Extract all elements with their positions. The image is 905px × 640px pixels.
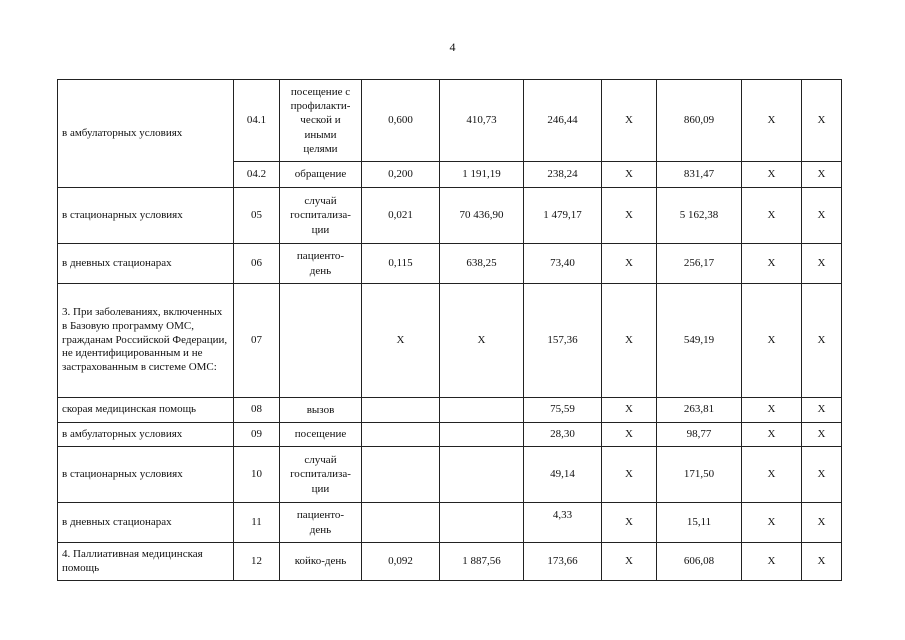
unit-line: ческой и — [300, 114, 341, 127]
table-row — [58, 503, 842, 543]
row-x3: X — [802, 188, 842, 244]
row-x2: X — [742, 398, 802, 423]
row-x1: X — [602, 423, 657, 447]
unit-line: профилакти- — [290, 100, 351, 113]
row-per-capita: 246,44 — [524, 80, 602, 162]
row-norm — [362, 398, 440, 423]
unit-line: день — [309, 523, 332, 536]
row-code: 08 — [234, 398, 280, 423]
row-x2: X — [742, 284, 802, 398]
row-unit — [280, 398, 362, 423]
row-name: 4. Паллиативная медицинская помощь — [58, 543, 234, 581]
row-name: в дневных стационарах — [58, 244, 234, 284]
unit-line: иными — [304, 128, 337, 141]
row-code: 07 — [234, 284, 280, 398]
page-number: 4 — [449, 40, 456, 54]
row-code: 04.2 — [234, 162, 280, 188]
row-x1: X — [602, 503, 657, 543]
row-code: 06 — [234, 244, 280, 284]
row-cost — [440, 503, 524, 543]
row-cost: 1 887,56 — [440, 543, 524, 581]
unit-line: целями — [303, 142, 338, 155]
unit-line: госпитализа- — [290, 468, 351, 481]
row-code: 11 — [234, 503, 280, 543]
row-per-capita: 1 479,17 — [524, 188, 602, 244]
row-x3: X — [802, 447, 842, 503]
row-cost: 638,25 — [440, 244, 524, 284]
row-x3: X — [802, 423, 842, 447]
row-total: 606,08 — [657, 543, 742, 581]
row-code: 05 — [234, 188, 280, 244]
row-x3: X — [802, 244, 842, 284]
row-unit — [280, 188, 362, 244]
row-unit — [280, 447, 362, 503]
row-norm: 0,115 — [362, 244, 440, 284]
row-x1: X — [602, 447, 657, 503]
row-name: в амбулаторных условиях — [58, 80, 234, 188]
row-x1: X — [602, 162, 657, 188]
row-total: 171,50 — [657, 447, 742, 503]
row-name: в стационарных условиях — [58, 188, 234, 244]
row-x3: X — [802, 162, 842, 188]
table-row — [58, 447, 842, 503]
table-row — [58, 398, 842, 423]
row-x2: X — [742, 543, 802, 581]
row-unit — [280, 80, 362, 162]
row-total: 831,47 — [657, 162, 742, 188]
unit-line: госпитализа- — [290, 209, 351, 222]
row-x2: X — [742, 423, 802, 447]
table-row — [58, 244, 842, 284]
row-name: скорая медицинская помощь — [58, 398, 234, 423]
unit-line: койко-день — [294, 555, 347, 568]
row-name: в амбулаторных условиях — [58, 423, 234, 447]
row-x3: X — [802, 503, 842, 543]
row-x2: X — [742, 162, 802, 188]
unit-line: ции — [311, 482, 330, 495]
unit-line: день — [309, 264, 332, 277]
unit-line: пациенто- — [296, 250, 345, 263]
row-norm — [362, 503, 440, 543]
table-row — [58, 284, 842, 398]
row-x2: X — [742, 188, 802, 244]
row-total: 860,09 — [657, 80, 742, 162]
unit-line: обращение — [294, 168, 347, 181]
table-row — [58, 80, 842, 162]
row-norm: 0,600 — [362, 80, 440, 162]
row-unit — [280, 503, 362, 543]
row-per-capita: 75,59 — [524, 398, 602, 423]
row-norm — [362, 447, 440, 503]
unit-line: посещение — [294, 428, 347, 441]
row-x1: X — [602, 188, 657, 244]
row-x2: X — [742, 244, 802, 284]
unit-line: вызов — [306, 403, 335, 416]
row-x2: X — [742, 80, 802, 162]
row-norm: 0,092 — [362, 543, 440, 581]
row-x1: X — [602, 80, 657, 162]
row-norm: X — [362, 284, 440, 398]
row-total: 263,81 — [657, 398, 742, 423]
row-x3: X — [802, 284, 842, 398]
row-name: в стационарных условиях — [58, 447, 234, 503]
row-unit — [280, 284, 362, 398]
row-cost: 410,73 — [440, 80, 524, 162]
row-x1: X — [602, 398, 657, 423]
row-cost — [440, 423, 524, 447]
row-x3: X — [802, 398, 842, 423]
unit-line: ции — [311, 223, 330, 236]
row-code: 12 — [234, 543, 280, 581]
row-per-capita: 4,33 — [524, 503, 602, 543]
row-unit — [280, 244, 362, 284]
row-cost: X — [440, 284, 524, 398]
row-per-capita: 73,40 — [524, 244, 602, 284]
row-cost: 1 191,19 — [440, 162, 524, 188]
row-unit — [280, 162, 362, 188]
row-per-capita: 173,66 — [524, 543, 602, 581]
row-x3: X — [802, 80, 842, 162]
unit-line: пациенто- — [296, 509, 345, 522]
row-per-capita: 49,14 — [524, 447, 602, 503]
row-cost — [440, 398, 524, 423]
row-norm — [362, 423, 440, 447]
row-per-capita: 238,24 — [524, 162, 602, 188]
row-total: 15,11 — [657, 503, 742, 543]
row-norm: 0,200 — [362, 162, 440, 188]
unit-line: посещение с — [290, 85, 351, 98]
row-x1: X — [602, 543, 657, 581]
row-norm: 0,021 — [362, 188, 440, 244]
row-code: 04.1 — [234, 80, 280, 162]
financing-norms-table — [57, 79, 842, 581]
row-per-capita: 157,36 — [524, 284, 602, 398]
unit-line: случай — [304, 195, 337, 208]
table-row — [58, 188, 842, 244]
row-x3: X — [802, 543, 842, 581]
row-name: в дневных стационарах — [58, 503, 234, 543]
table-row — [58, 543, 842, 581]
row-code: 10 — [234, 447, 280, 503]
row-name: 3. При заболеваниях, включенных в Базовую программу ОМС, гражданам Российской Федерации, не идентифицированным и не застрахованным в системе ОМС: — [58, 284, 234, 398]
row-total: 98,77 — [657, 423, 742, 447]
row-unit — [280, 423, 362, 447]
unit-line: случай — [304, 454, 337, 467]
row-per-capita: 28,30 — [524, 423, 602, 447]
row-cost: 70 436,90 — [440, 188, 524, 244]
row-unit — [280, 543, 362, 581]
row-total: 256,17 — [657, 244, 742, 284]
row-code: 09 — [234, 423, 280, 447]
row-total: 549,19 — [657, 284, 742, 398]
row-cost — [440, 447, 524, 503]
row-x2: X — [742, 503, 802, 543]
row-total: 5 162,38 — [657, 188, 742, 244]
row-x1: X — [602, 284, 657, 398]
row-x2: X — [742, 447, 802, 503]
row-x1: X — [602, 244, 657, 284]
table-row — [58, 423, 842, 447]
